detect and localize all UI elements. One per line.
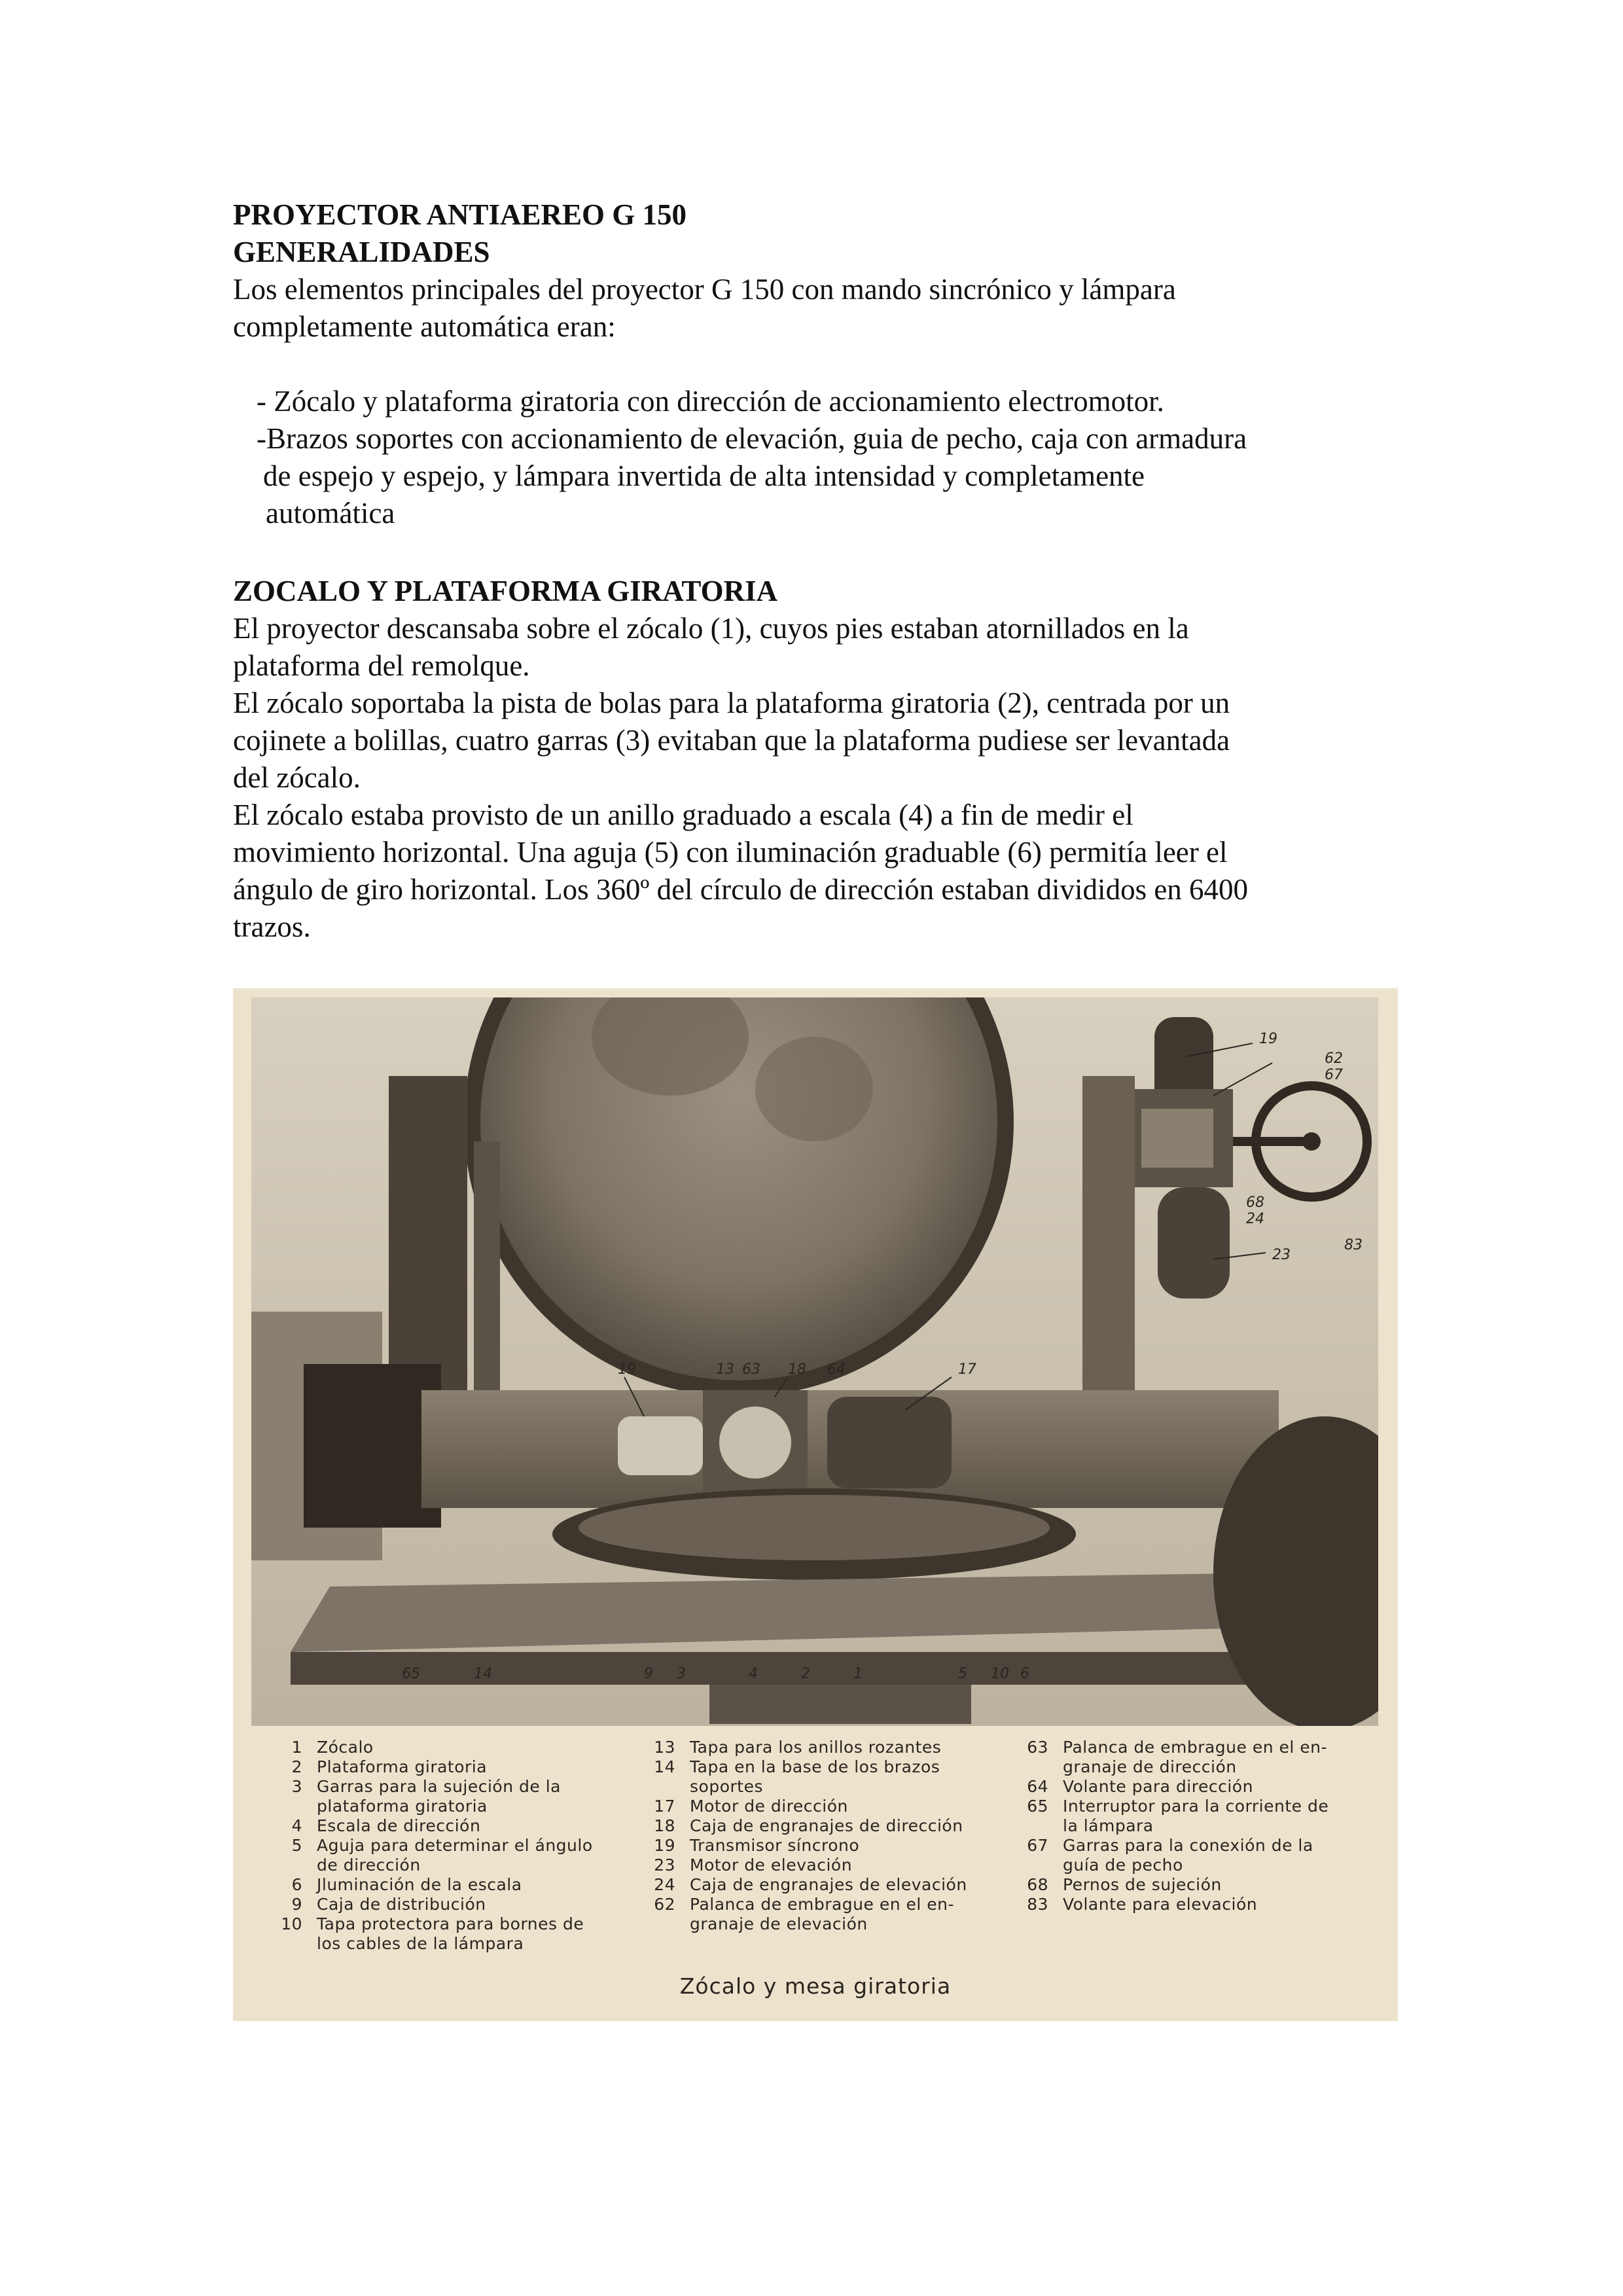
legend-item: 24 Caja de engranajes de elevación	[654, 1875, 967, 1894]
legend-item: guía de pecho	[1063, 1856, 1183, 1874]
paragraph-line: ángulo de giro horizontal. Los 360º del círculo de dirección estaban divididos en 6400	[233, 873, 1249, 906]
legend-item: 63 Palanca de embrague en el en-	[1027, 1738, 1328, 1757]
legend-item: 10 Tapa protectora para bornes de	[281, 1914, 584, 1933]
legend-item: 68 Pernos de sujeción	[1027, 1875, 1222, 1894]
legend-column-2	[632, 1738, 999, 1934]
legend-item: 23 Motor de elevación	[654, 1856, 853, 1874]
legend-item: 17 Motor de dirección	[654, 1797, 848, 1816]
callout-label: 17	[958, 1361, 976, 1378]
figure-caption: Zócalo y mesa giratoria	[679, 1973, 952, 1999]
callout-label: 24	[1246, 1211, 1264, 1227]
callout-label: 2	[801, 1666, 810, 1682]
zocalo-section	[233, 573, 1444, 946]
section-heading-generalidades: GENERALIDADES	[233, 236, 490, 268]
legend-item: soportes	[690, 1777, 763, 1796]
bullet-line: automática	[266, 497, 395, 529]
legend-item: 3 Garras para la sujeción de la	[291, 1777, 561, 1796]
paragraph-line: trazos.	[233, 910, 311, 943]
legend-item: 65 Interruptor para la corriente de	[1027, 1797, 1329, 1816]
legend-item: granaje de elevación	[690, 1914, 868, 1933]
legend-item: 2 Plataforma giratoria	[291, 1757, 488, 1776]
callout-label: 19	[618, 1361, 636, 1378]
paragraph-line: El zócalo soportaba la pista de bolas para la plataforma giratoria (2), centrada por un	[233, 687, 1230, 719]
paragraph-line: El zócalo estaba provisto de un anillo graduado a escala (4) a fin de medir el	[233, 798, 1133, 831]
callout-label: 6	[1020, 1666, 1029, 1682]
left-block	[304, 1364, 441, 1528]
direction-motor-19	[618, 1416, 703, 1475]
searchlight-photo	[251, 997, 1378, 1726]
legend-item: 13 Tapa para los anillos rozantes	[654, 1738, 942, 1757]
callout-label: 18	[788, 1361, 806, 1378]
legend-item: 64 Volante para dirección	[1027, 1777, 1253, 1796]
scanned-figure	[233, 988, 1398, 2021]
intro-line: Los elementos principales del proyector G 150 con mando sincrónico y lámpara	[233, 273, 1176, 306]
legend-item: 18 Caja de engranajes de dirección	[654, 1816, 963, 1835]
legend-item: 1 Zócalo	[291, 1738, 374, 1757]
left-column	[389, 1076, 467, 1403]
paragraph-line: plataforma del remolque.	[233, 649, 530, 682]
callout-label: 68	[1246, 1194, 1264, 1211]
callout-label: 64	[827, 1361, 846, 1378]
callout-label: 1	[853, 1666, 863, 1682]
callout-label: 63	[742, 1361, 760, 1378]
legend-item: 14 Tapa en la base de los brazos	[654, 1757, 940, 1776]
elevation-motor	[1158, 1187, 1230, 1299]
legend-item: 4 Escala de dirección	[291, 1816, 481, 1835]
legend-item: la lámpara	[1063, 1816, 1154, 1835]
callout-label: 3	[677, 1666, 686, 1682]
document-title: PROYECTOR ANTIAEREO G 150	[233, 198, 687, 231]
legend-item: plataforma giratoria	[317, 1797, 488, 1816]
legend-item: los cables de la lámpara	[317, 1934, 524, 1953]
paragraph-line: del zócalo.	[233, 761, 361, 794]
callout-label: 13	[716, 1361, 734, 1378]
legend-item: 5 Aguja para determinar el ángulo	[291, 1836, 593, 1855]
callout-label: 9	[644, 1666, 653, 1682]
legend-item: granaje de dirección	[1063, 1757, 1237, 1776]
callout-label: 5	[958, 1666, 967, 1682]
bullet-line: -Brazos soportes con accionamiento de elevación, guia de pecho, caja con armadura	[257, 422, 1247, 455]
legend-item: 19 Transmisor síncrono	[654, 1836, 860, 1855]
legend-item: 62 Palanca de embrague en el en-	[654, 1895, 955, 1914]
callout-label: 67	[1325, 1067, 1343, 1083]
legend-item: 6 Jluminación de la escala	[291, 1875, 522, 1894]
direction-motor-17	[827, 1397, 952, 1488]
legend-item: 9 Caja de distribución	[291, 1895, 486, 1914]
callout-label: 10	[991, 1666, 1009, 1682]
callout-label: 19	[1259, 1031, 1277, 1047]
legend-item: 67 Garras para la conexión de la	[1027, 1836, 1313, 1855]
paragraph-line: El proyector descansaba sobre el zócalo (1), cuyos pies estaban atornillados en la	[233, 612, 1189, 645]
callout-label: 83	[1344, 1237, 1363, 1253]
legend-item: de dirección	[317, 1856, 421, 1874]
paragraph-line: cojinete a bolillas, cuatro garras (3) evitaban que la plataforma pudiese ser levantada	[233, 724, 1230, 757]
section-heading-zocalo: ZOCALO Y PLATAFORMA GIRATORIA	[233, 575, 778, 607]
callout-label: 62	[1325, 1050, 1343, 1067]
paragraph-line: movimiento horizontal. Una aguja (5) con iluminación graduable (6) permitía leer el	[233, 836, 1228, 869]
legend-column-1	[259, 1738, 626, 1954]
intro-section	[233, 196, 1444, 532]
callout-label: 4	[749, 1666, 758, 1682]
legend-column-3	[1005, 1738, 1385, 1914]
legend-item: 83 Volante para elevación	[1027, 1895, 1258, 1914]
callout-label: 65	[402, 1666, 420, 1682]
bullet-line: - Zócalo y plataforma giratoria con dirección de accionamiento electromotor.	[257, 385, 1164, 418]
bullet-line: de espejo y espejo, y lámpara invertida de alta intensidad y completamente	[263, 459, 1145, 492]
intro-line: completamente automática eran:	[233, 310, 616, 343]
callout-label: 23	[1272, 1247, 1291, 1263]
callout-label: 14	[474, 1666, 492, 1682]
